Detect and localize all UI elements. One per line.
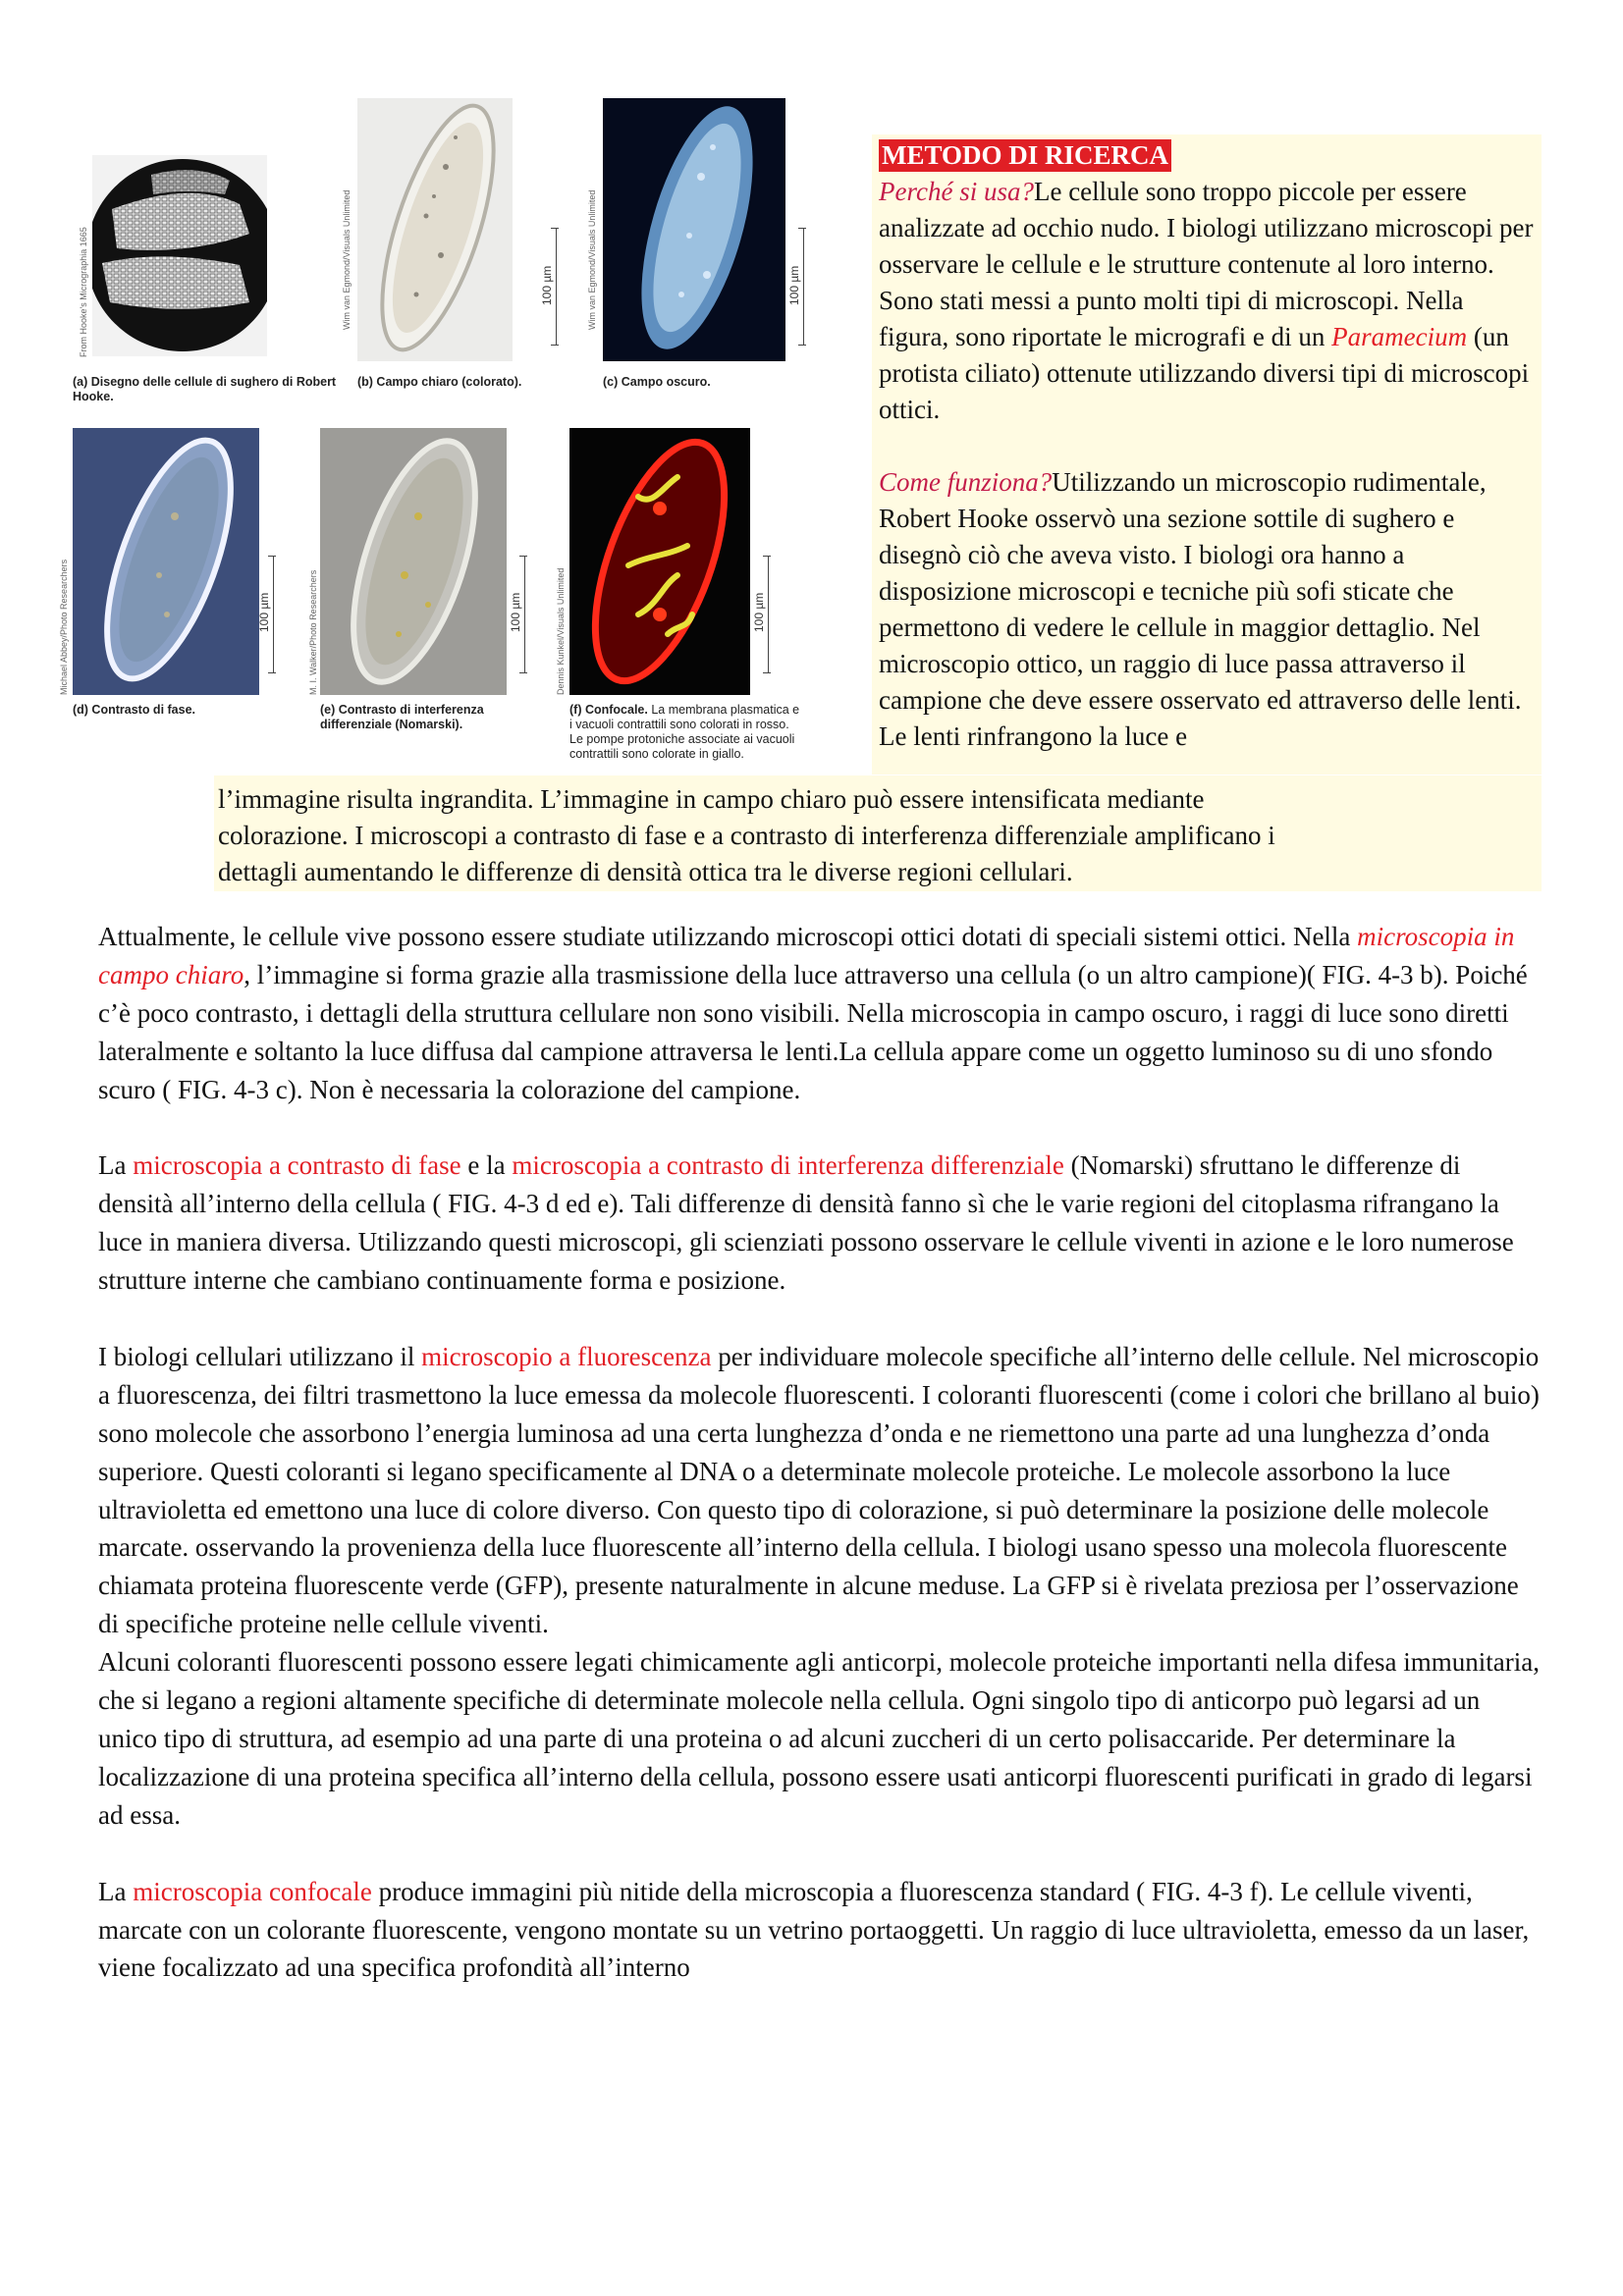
research-box-continuation: [218, 781, 1539, 890]
credit-f: Dennis Kunkel/Visuals Unlimited: [556, 567, 566, 695]
answer-why-end: (un protista ciliato) ottenute utilizzando diversi tipi di microscopi ottici.: [879, 322, 1530, 424]
scale-bar-b: [556, 228, 557, 346]
scale-label-f: 100 µm: [752, 592, 766, 632]
continuation-line: dettagli aumentando le differenze di densità ottica tra le diverse regioni cellulari.: [218, 857, 1073, 886]
scale-bar-c: [803, 228, 804, 346]
micrograph-confocal: [569, 428, 750, 695]
paragraph-confocal: La microscopia confocale produce immagini più nitide della microscopia a fluorescenza standard ( FIG. 4-3 f). Le cellule viventi, marcate con un colorante fluorescente, vengono montate su un vetrino portaoggetti. Un raggio di luce ultravioletta, emesso da un laser, viene focalizzato ad una specifica profondità all’interno: [98, 1876, 1530, 1983]
caption-f: (f) Confocale. La membrana plasmatica e i vacuoli contrattili sono colorati in rosso. Le pompe protoniche associate ai vacuoli contrattili sono colorate in giallo.: [569, 703, 800, 761]
caption-c: (c) Campo oscuro.: [603, 375, 711, 389]
term-phase-contrast: microscopia a contrasto di fase: [133, 1150, 461, 1181]
question-how: Come funziona?: [879, 467, 1053, 497]
scale-bar-e: [524, 556, 525, 673]
term-confocal: microscopia confocale: [133, 1876, 372, 1906]
question-why: Perché si usa?: [879, 177, 1034, 206]
answer-how: Utilizzando un microscopio rudimentale, Robert Hooke osservò una sezione sottile di sughero e disegnò ciò che aveva visto. I biologi ora hanno a disposizione microscopi e tecniche più sofi sticate che permettono di vedere le cellule in maggior dettaglio. Nel microscopio ottico, un raggio di luce passa attraverso il campione che deve essere osservato ed attraverso delle lenti. Le lenti rinfrangono la luce e: [879, 467, 1522, 751]
paragraph-fluorescence: I biologi cellulari utilizzano il microscopio a fluorescenza per individuare molecole specifiche all’interno delle cellule. Nel microscopio a fluorescenza, dei filtri trasmettono la luce emessa da molecole fluorescenti. I coloranti fluorescenti (come i colori che brillano al buio) sono molecole che assorbono l’energia luminosa ad una certa lunghezza d’onda e ne riemettono una parte ad una lunghezza d’onda superiore. Questi coloranti si legano specificamente al DNA o a determinate molecole proteiche. Le molecole assorbono la luce ultravioletta ed emettono una luce di colore diverso. Con questo tipo di colorazione, si può determinare la posizione delle molecole marcate. osservando la provenienza della luce fluorescente all’interno della cellula. I biologi usano spesso una molecola fluorescente chiamata proteina fluorescente verde (GFP), presente naturalmente in alcune meduse. La GFP si è rivelata preziosa per l’osservazione di specifiche proteine nelle cellule viventi.: [98, 1341, 1540, 1639]
scale-bar-d: [273, 556, 274, 673]
scale-label-d: 100 µm: [257, 592, 271, 632]
micrograph-nomarski: [320, 428, 507, 695]
paragraph-antibodies: Alcuni coloranti fluorescenti possono essere legati chimicamente agli anticorpi, molecole proteiche importanti nella difesa immunitaria, che si legano a regioni altamente specifiche di determinate molecole nella cellula. Ogni singolo tipo di anticorpo può legarsi ad un unico tipo di struttura, ad esempio ad una parte di una proteina o ad alcuni zuccheri di un certo polisaccaride. Per determinare la localizzazione di una proteina specifica all’interno della cellula, possono essere usati anticorpi fluorescenti purificati in grado di legarsi ad essa.: [98, 1647, 1541, 1830]
caption-d: (d) Contrasto di fase.: [73, 703, 196, 717]
paragraph-bright-dark-field: Attualmente, le cellule vive possono essere studiate utilizzando microscopi ottici dotati di speciali sistemi ottici. Nella microscopia in campo chiaro, l’immagine si forma grazie alla trasmissione della luce attraverso una cellula (o un altro campione)( FIG. 4-3 b). Poiché c’è poco contrasto, i dettagli della struttura cellulare non sono visibili. Nella microscopia in campo oscuro, i raggi di luce sono diretti lateralmente e soltanto la luce diffusa dal campione attraversa le lenti.La cellula appare come un oggetto luminoso su di uno sfondo scuro ( FIG. 4-3 c). Non è necessaria la colorazione del campione.: [98, 922, 1528, 1104]
scale-label-c: 100 µm: [787, 265, 801, 305]
term-bright-field: microscopia in campo chiaro: [98, 922, 1515, 989]
term-interference-contrast: microscopia a contrasto di interferenza differenziale: [512, 1150, 1064, 1181]
caption-b: (b) Campo chiaro (colorato).: [357, 375, 522, 389]
paramecium-term: Paramecium: [1331, 322, 1468, 351]
scale-bar-f: [768, 556, 769, 673]
research-box-text: [879, 137, 1537, 755]
micrograph-hooke-cork: [92, 155, 267, 356]
caption-e: (e) Contrasto di interferenza differenziale (Nomarski).: [320, 703, 484, 731]
scale-label-e: 100 µm: [509, 592, 522, 632]
continuation-line: l’immagine risulta ingrandita. L’immagine in campo chiaro può essere intensificata mediante: [218, 784, 1205, 814]
credit-d: Michael Abbey/Photo Researchers: [59, 559, 69, 695]
credit-e: M. I. Walker/Photo Researchers: [308, 569, 318, 695]
micrograph-bright-field: [357, 98, 513, 361]
micrograph-phase-contrast: [73, 428, 259, 695]
credit-a: From Hooke's Micrographia 1665: [79, 227, 88, 357]
answer-why: Le cellule sono troppo piccole per essere analizzate ad occhio nudo. I biologi utilizzano microscopi per osservare le cellule e le strutture contenute al loro interno. Sono stati messi a punto molti tipi di microscopi. Nella figura, sono riportate le micrografi e di un: [879, 177, 1534, 351]
micrograph-dark-field: [603, 98, 785, 361]
micrograph-figure: [59, 94, 852, 781]
term-fluorescence: microscopio a fluorescenza: [421, 1341, 712, 1371]
paragraph-phase-contrast: La microscopia a contrasto di fase e la microscopia a contrasto di interferenza differenziale (Nomarski) sfruttano le differenze di densità all’interno della cellula ( FIG. 4-3 d ed e). Tali differenze di densità fanno sì che le varie regioni del citoplasma rifrangano la luce in maniera diversa. Utilizzando questi microscopi, gli scienziati possono osservare le cellule viventi in azione e le loro numerose strutture interne che cambiano continuamente forma e posizione.: [98, 1150, 1514, 1296]
continuation-line: colorazione. I microscopi a contrasto di fase e a contrasto di interferenza differenziale amplificano i: [218, 821, 1275, 850]
research-box-heading: METODO DI RICERCA: [879, 139, 1171, 172]
credit-b: Wim van Egmond/Visuals Unlimited: [342, 189, 352, 330]
caption-a: (a) Disegno delle cellule di sughero di Robert Hooke.: [73, 375, 337, 403]
scale-label-b: 100 µm: [540, 265, 554, 305]
main-body: [98, 918, 1542, 1987]
credit-c: Wim van Egmond/Visuals Unlimited: [587, 189, 597, 330]
